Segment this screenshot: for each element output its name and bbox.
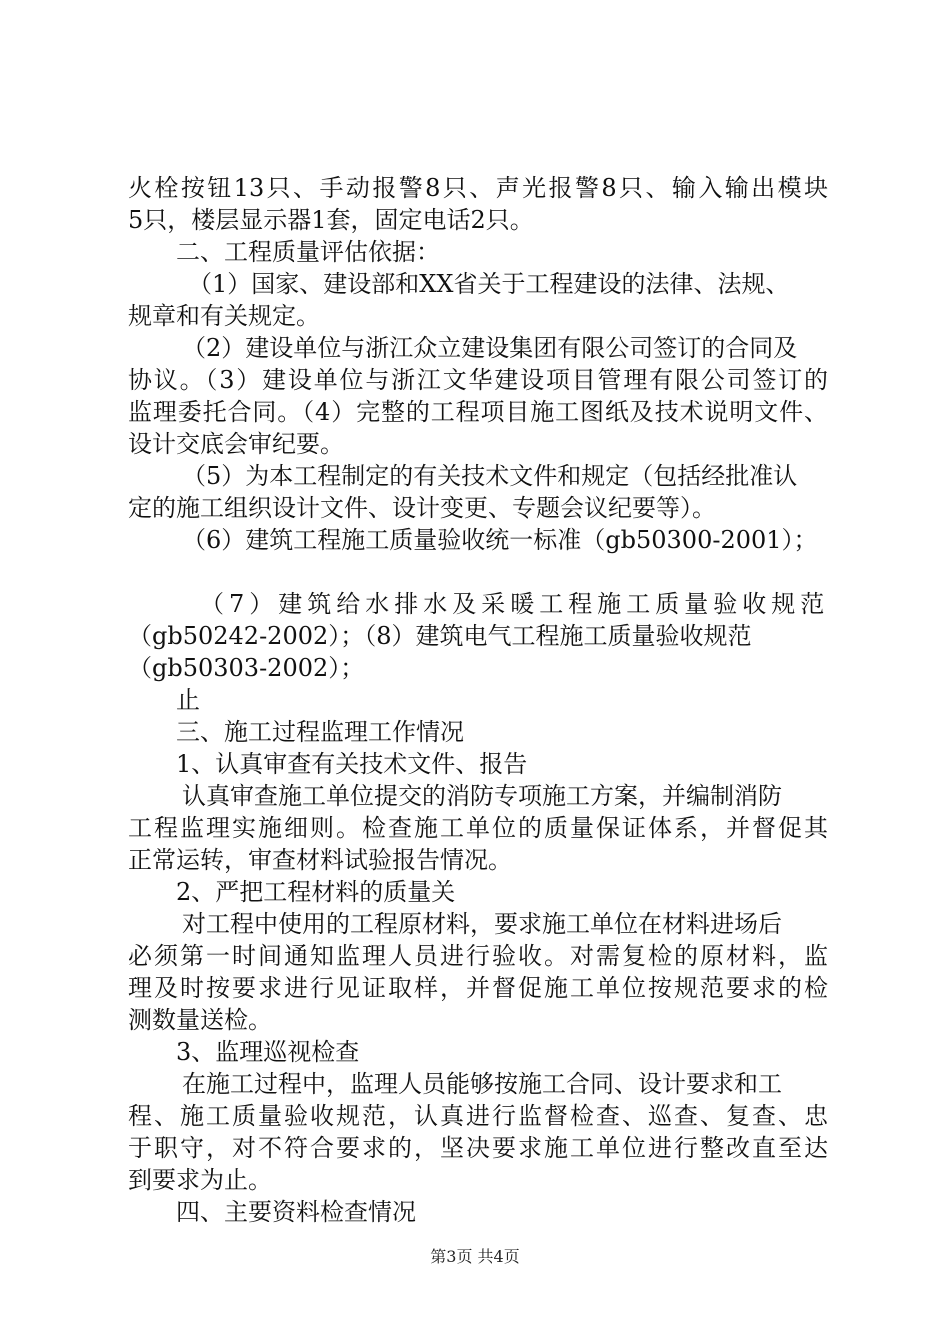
paragraph-line: 火栓按钮13只、手动报警8只、声光报警8只、输入输出模块 [128,174,828,202]
paragraph-line: 设计交底会审纪要。 [128,430,344,458]
subsection-heading: 2、严把工程材料的质量关 [176,878,456,906]
paragraph-line: 对工程中使用的工程原材料，要求施工单位在材料进场后 [182,910,782,938]
paragraph-line: 认真审查施工单位提交的消防专项施工方案，并编制消防 [182,782,782,810]
section-heading: 三、施工过程监理工作情况 [176,718,464,746]
list-item: （5）为本工程制定的有关技术文件和规定（包括经批准认 [182,462,798,490]
paragraph-line: 必须第一时间通知监理人员进行验收。对需复检的原材料，监 [128,942,828,970]
list-item: （1）国家、建设部和XX省关于工程建设的法律、法规、 [188,270,790,298]
paragraph-line: 到要求为止。 [128,1166,272,1194]
paragraph-line: 理及时按要求进行见证取样，并督促施工单位按规范要求的检 [128,974,828,1002]
section-heading: 二、工程质量评估依据： [176,238,440,266]
paragraph-line: 工程监理实施细则。检查施工单位的质量保证体系，并督促其 [128,814,828,842]
document-body [128,172,828,1228]
paragraph-line: 5只，楼层显示器1套，固定电话2只。 [128,206,534,234]
subsection-heading: 3、监理巡视检查 [176,1038,360,1066]
section-heading: 四、主要资料检查情况 [176,1198,416,1226]
paragraph-line: 于职守，对不符合要求的，坚决要求施工单位进行整改直至达 [128,1134,828,1162]
paragraph-line: 正常运转，审查材料试验报告情况。 [128,846,512,874]
list-item: （7）建筑给水排水及采暖工程施工质量验收规范 [200,590,830,618]
paragraph-line: 定的施工组织设计文件、设计变更、专题会议纪要等）。 [128,494,716,522]
paragraph-line: 测数量送检。 [128,1006,272,1034]
list-item: （2）建设单位与浙江众立建设集团有限公司签订的合同及 [182,334,798,362]
paragraph-line: 在施工过程中，监理人员能够按施工合同、设计要求和工 [182,1070,782,1098]
paragraph-line: 规章和有关规定。 [128,302,320,330]
page-number-footer: 第3页 共4页 [430,1247,520,1266]
paragraph-line: 止 [176,686,200,714]
paragraph-line: （gb50303-2002）； [128,654,365,682]
paragraph-line: 程、施工质量验收规范，认真进行监督检查、巡查、复查、忠 [128,1102,828,1130]
paragraph-line: 监理委托合同。（4）完整的工程项目施工图纸及技术说明文件、 [128,398,828,426]
list-item: （6）建筑工程施工质量验收统一标准（gb50300-2001）； [182,526,818,554]
subsection-heading: 1、认真审查有关技术文件、报告 [176,750,528,778]
paragraph-line: （gb50242-2002）；（8）建筑电气工程施工质量验收规范 [128,622,752,650]
paragraph-line: 协议。（3）建设单位与浙江文华建设项目管理有限公司签订的 [128,366,828,394]
blank-spacer [128,556,828,588]
